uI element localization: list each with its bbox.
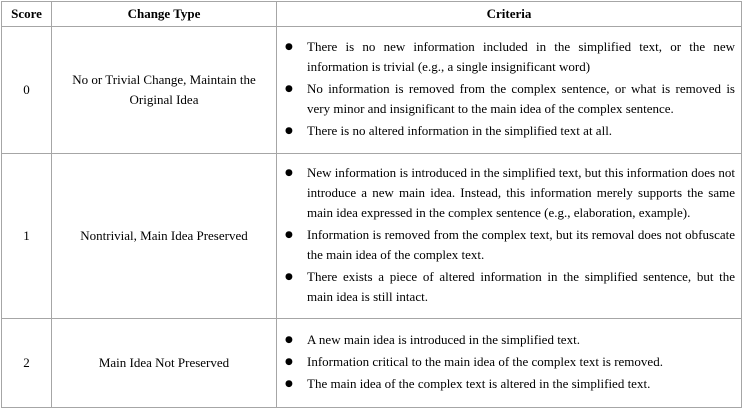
- criteria-text: There is no new information included in the simplified text, or the new information is trivial (e.g., a single insignificant word): [307, 39, 735, 74]
- criteria-cell: [277, 319, 742, 408]
- criteria-item: [283, 37, 735, 77]
- bullet-icon: ●: [285, 126, 293, 136]
- header-score: Score: [2, 2, 52, 27]
- header-change-type: Change Type: [52, 2, 277, 27]
- bullet-icon: ●: [285, 168, 293, 178]
- criteria-text: The main idea of the complex text is altered in the simplified text.: [307, 376, 651, 391]
- criteria-text: A new main idea is introduced in the simplified text.: [307, 332, 580, 347]
- criteria-item: [283, 79, 735, 119]
- criteria-item: [283, 225, 735, 265]
- change-type-cell: Main Idea Not Preserved: [52, 319, 277, 408]
- criteria-cell: [277, 27, 742, 154]
- bullet-icon: ●: [285, 230, 293, 240]
- criteria-item: [283, 352, 735, 372]
- table-row: [2, 154, 742, 319]
- criteria-table: [1, 1, 742, 408]
- criteria-text: New information is introduced in the simplified text, but this information does not introduce a new main idea. Instead, this information merely supports the same main idea expressed in the complex sentence (e.g., elaboration, example).: [307, 165, 735, 220]
- header-row: [2, 2, 742, 27]
- score-cell: 1: [2, 154, 52, 319]
- header-criteria: Criteria: [277, 2, 742, 27]
- bullet-icon: ●: [285, 379, 293, 389]
- criteria-item: [283, 374, 735, 394]
- bullet-icon: ●: [285, 84, 293, 94]
- criteria-text: Information critical to the main idea of the complex text is removed.: [307, 354, 663, 369]
- criteria-text: There exists a piece of altered information in the simplified sentence, but the main idea is still intact.: [307, 269, 735, 304]
- criteria-item: [283, 330, 735, 350]
- criteria-cell: [277, 154, 742, 319]
- bullet-icon: ●: [285, 42, 293, 52]
- bullet-icon: ●: [285, 335, 293, 345]
- bullet-icon: ●: [285, 272, 293, 282]
- score-cell: 0: [2, 27, 52, 154]
- criteria-list: [283, 330, 735, 394]
- criteria-text: Information is removed from the complex text, but its removal does not obfuscate the main idea of the complex text.: [307, 227, 735, 262]
- criteria-item: [283, 163, 735, 223]
- change-type-cell: No or Trivial Change, Maintain the Original Idea: [52, 27, 277, 154]
- score-cell: 2: [2, 319, 52, 408]
- criteria-item: [283, 267, 735, 307]
- table-row: [2, 27, 742, 154]
- change-type-cell: Nontrivial, Main Idea Preserved: [52, 154, 277, 319]
- criteria-text: No information is removed from the complex sentence, or what is removed is very minor and insignificant to the main idea of the complex sentence.: [307, 81, 735, 116]
- criteria-list: [283, 163, 735, 307]
- criteria-list: [283, 37, 735, 141]
- bullet-icon: ●: [285, 357, 293, 367]
- criteria-text: There is no altered information in the simplified text at all.: [307, 123, 613, 138]
- criteria-item: [283, 121, 735, 141]
- table-row: [2, 319, 742, 408]
